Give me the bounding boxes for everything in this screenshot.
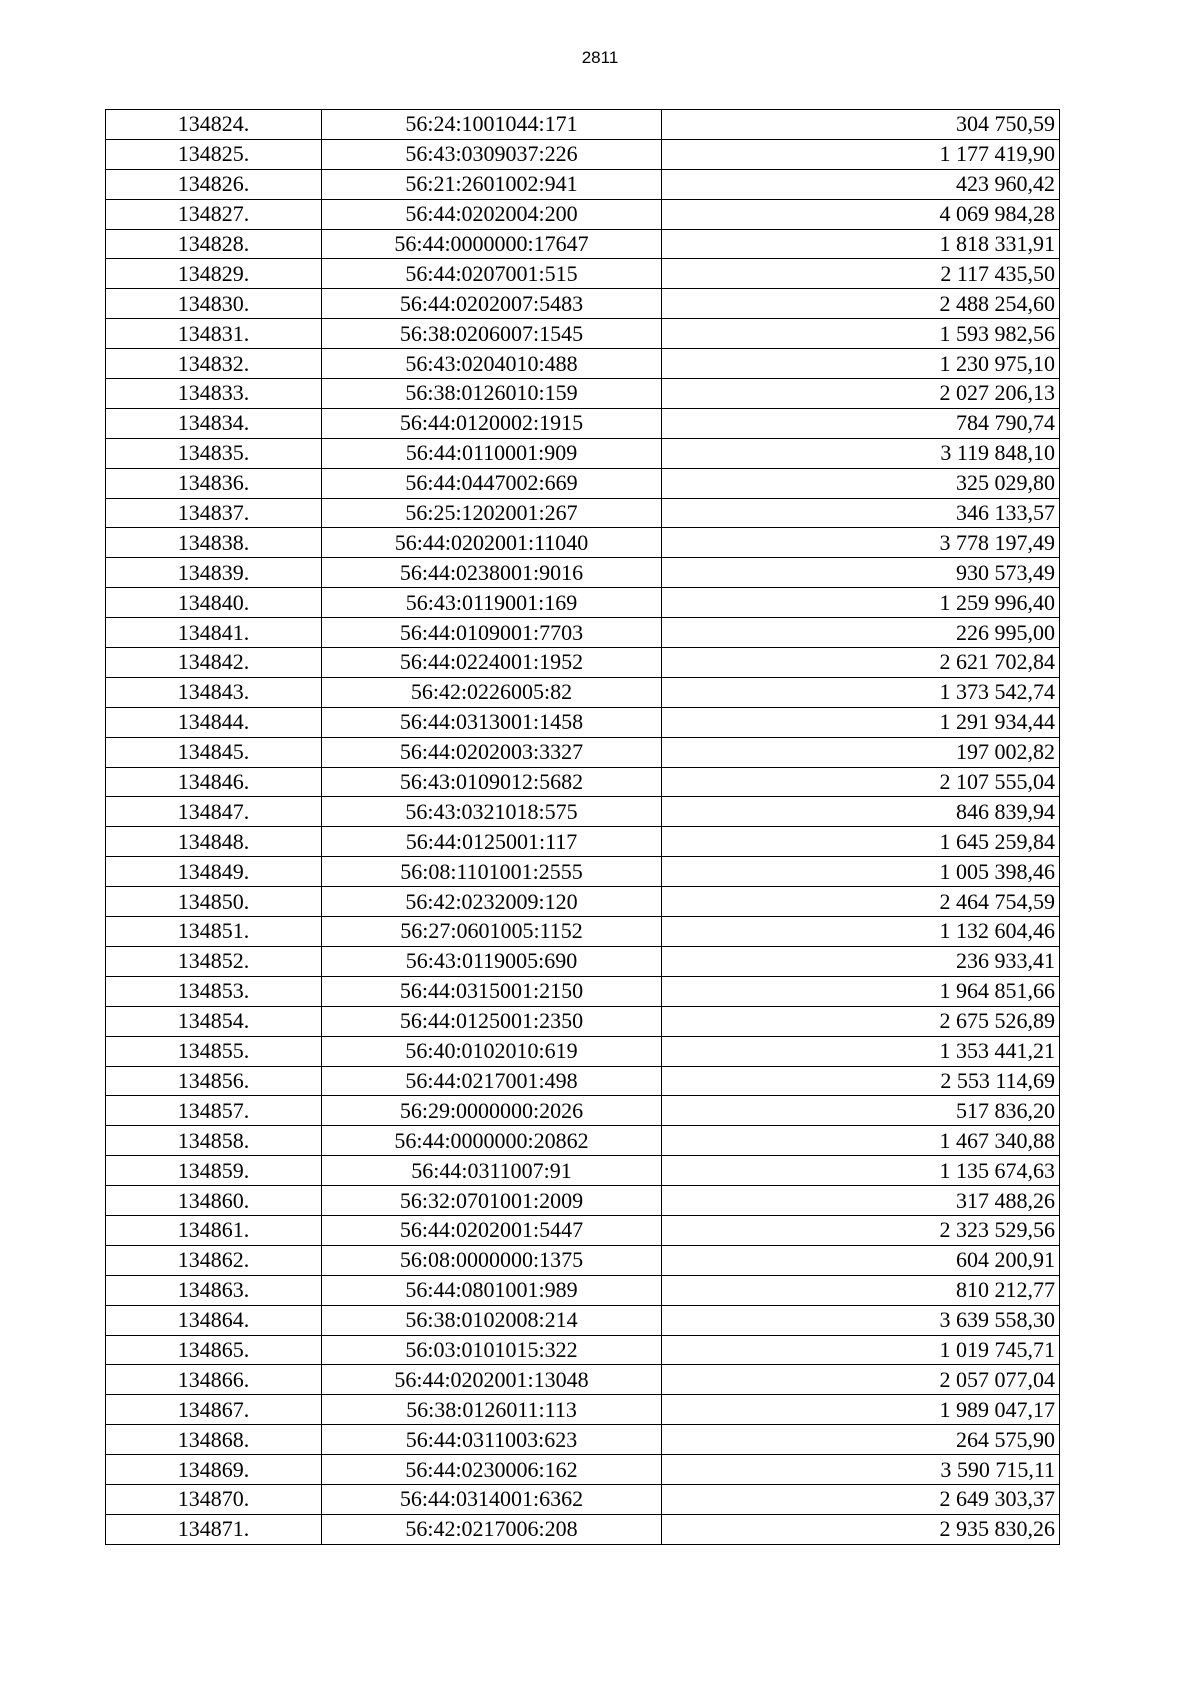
row-number-cell: 134857. bbox=[106, 1096, 322, 1126]
row-number-cell: 134867. bbox=[106, 1395, 322, 1425]
value-cell: 325 029,80 bbox=[662, 468, 1060, 498]
cadastral-number-cell: 56:38:0102008:214 bbox=[322, 1305, 662, 1335]
value-cell: 346 133,57 bbox=[662, 498, 1060, 528]
value-cell: 784 790,74 bbox=[662, 408, 1060, 438]
value-cell: 2 488 254,60 bbox=[662, 289, 1060, 319]
registry-table bbox=[105, 109, 1060, 1545]
table-row bbox=[106, 1215, 1060, 1245]
cadastral-number-cell: 56:44:0311007:91 bbox=[322, 1156, 662, 1186]
cadastral-number-cell: 56:44:0202001:5447 bbox=[322, 1215, 662, 1245]
cadastral-number-cell: 56:44:0120002:1915 bbox=[322, 408, 662, 438]
value-cell: 2 621 702,84 bbox=[662, 648, 1060, 678]
cadastral-number-cell: 56:43:0119001:169 bbox=[322, 588, 662, 618]
row-number-cell: 134869. bbox=[106, 1455, 322, 1485]
value-cell: 197 002,82 bbox=[662, 737, 1060, 767]
row-number-cell: 134849. bbox=[106, 857, 322, 887]
row-number-cell: 134841. bbox=[106, 618, 322, 648]
cadastral-number-cell: 56:43:0321018:575 bbox=[322, 797, 662, 827]
table-row bbox=[106, 946, 1060, 976]
cadastral-number-cell: 56:42:0226005:82 bbox=[322, 677, 662, 707]
row-number-cell: 134828. bbox=[106, 229, 322, 259]
cadastral-number-cell: 56:44:0207001:515 bbox=[322, 259, 662, 289]
value-cell: 1 989 047,17 bbox=[662, 1395, 1060, 1425]
table-row bbox=[106, 648, 1060, 678]
row-number-cell: 134833. bbox=[106, 379, 322, 409]
cadastral-number-cell: 56:44:0230006:162 bbox=[322, 1455, 662, 1485]
value-cell: 226 995,00 bbox=[662, 618, 1060, 648]
table-row bbox=[106, 1126, 1060, 1156]
value-cell: 236 933,41 bbox=[662, 946, 1060, 976]
row-number-cell: 134870. bbox=[106, 1484, 322, 1514]
table-row bbox=[106, 618, 1060, 648]
table-row bbox=[106, 498, 1060, 528]
cadastral-number-cell: 56:44:0801001:989 bbox=[322, 1275, 662, 1305]
row-number-cell: 134840. bbox=[106, 588, 322, 618]
row-number-cell: 134851. bbox=[106, 917, 322, 947]
table-row bbox=[106, 379, 1060, 409]
cadastral-number-cell: 56:43:0109012:5682 bbox=[322, 767, 662, 797]
value-cell: 2 935 830,26 bbox=[662, 1514, 1060, 1544]
cadastral-number-cell: 56:44:0447002:669 bbox=[322, 468, 662, 498]
value-cell: 2 649 303,37 bbox=[662, 1484, 1060, 1514]
table-row bbox=[106, 1335, 1060, 1365]
cadastral-number-cell: 56:08:0000000:1375 bbox=[322, 1245, 662, 1275]
row-number-cell: 134835. bbox=[106, 438, 322, 468]
table-row bbox=[106, 887, 1060, 917]
value-cell: 1 019 745,71 bbox=[662, 1335, 1060, 1365]
cadastral-number-cell: 56:42:0232009:120 bbox=[322, 887, 662, 917]
row-number-cell: 134847. bbox=[106, 797, 322, 827]
cadastral-number-cell: 56:43:0119005:690 bbox=[322, 946, 662, 976]
table-row bbox=[106, 677, 1060, 707]
cadastral-number-cell: 56:43:0309037:226 bbox=[322, 139, 662, 169]
table-row bbox=[106, 169, 1060, 199]
row-number-cell: 134856. bbox=[106, 1066, 322, 1096]
value-cell: 1 259 996,40 bbox=[662, 588, 1060, 618]
table-row bbox=[106, 110, 1060, 140]
value-cell: 1 353 441,21 bbox=[662, 1036, 1060, 1066]
row-number-cell: 134844. bbox=[106, 707, 322, 737]
cadastral-number-cell: 56:44:0202001:13048 bbox=[322, 1365, 662, 1395]
table-row bbox=[106, 558, 1060, 588]
cadastral-number-cell: 56:44:0315001:2150 bbox=[322, 976, 662, 1006]
table-row bbox=[106, 588, 1060, 618]
table-row bbox=[106, 438, 1060, 468]
value-cell: 3 639 558,30 bbox=[662, 1305, 1060, 1335]
value-cell: 2 117 435,50 bbox=[662, 259, 1060, 289]
cadastral-number-cell: 56:44:0224001:1952 bbox=[322, 648, 662, 678]
cadastral-number-cell: 56:44:0202004:200 bbox=[322, 199, 662, 229]
cadastral-number-cell: 56:44:0313001:1458 bbox=[322, 707, 662, 737]
value-cell: 2 107 555,04 bbox=[662, 767, 1060, 797]
value-cell: 930 573,49 bbox=[662, 558, 1060, 588]
table-row bbox=[106, 528, 1060, 558]
cadastral-number-cell: 56:29:0000000:2026 bbox=[322, 1096, 662, 1126]
value-cell: 1 373 542,74 bbox=[662, 677, 1060, 707]
row-number-cell: 134864. bbox=[106, 1305, 322, 1335]
cadastral-number-cell: 56:38:0126011:113 bbox=[322, 1395, 662, 1425]
row-number-cell: 134826. bbox=[106, 169, 322, 199]
value-cell: 1 177 419,90 bbox=[662, 139, 1060, 169]
page-number: 2811 bbox=[581, 48, 619, 67]
table-row bbox=[106, 1305, 1060, 1335]
row-number-cell: 134850. bbox=[106, 887, 322, 917]
row-number-cell: 134830. bbox=[106, 289, 322, 319]
table-row bbox=[106, 199, 1060, 229]
value-cell: 604 200,91 bbox=[662, 1245, 1060, 1275]
cadastral-number-cell: 56:27:0601005:1152 bbox=[322, 917, 662, 947]
row-number-cell: 134838. bbox=[106, 528, 322, 558]
row-number-cell: 134855. bbox=[106, 1036, 322, 1066]
value-cell: 3 778 197,49 bbox=[662, 528, 1060, 558]
table-row bbox=[106, 1096, 1060, 1126]
value-cell: 304 750,59 bbox=[662, 110, 1060, 140]
table-row bbox=[106, 1365, 1060, 1395]
table-row bbox=[106, 1156, 1060, 1186]
cadastral-number-cell: 56:03:0101015:322 bbox=[322, 1335, 662, 1365]
table-row bbox=[106, 1425, 1060, 1455]
table-row bbox=[106, 1514, 1060, 1544]
cadastral-number-cell: 56:44:0000000:20862 bbox=[322, 1126, 662, 1156]
row-number-cell: 134837. bbox=[106, 498, 322, 528]
table-row bbox=[106, 1036, 1060, 1066]
cadastral-number-cell: 56:44:0110001:909 bbox=[322, 438, 662, 468]
value-cell: 1 964 851,66 bbox=[662, 976, 1060, 1006]
cadastral-number-cell: 56:44:0109001:7703 bbox=[322, 618, 662, 648]
table-row bbox=[106, 1245, 1060, 1275]
table-row bbox=[106, 349, 1060, 379]
value-cell: 1 005 398,46 bbox=[662, 857, 1060, 887]
cadastral-number-cell: 56:25:1202001:267 bbox=[322, 498, 662, 528]
cadastral-number-cell: 56:44:0238001:9016 bbox=[322, 558, 662, 588]
value-cell: 2 057 077,04 bbox=[662, 1365, 1060, 1395]
table-row bbox=[106, 767, 1060, 797]
cadastral-number-cell: 56:21:2601002:941 bbox=[322, 169, 662, 199]
table-row bbox=[106, 259, 1060, 289]
row-number-cell: 134832. bbox=[106, 349, 322, 379]
cadastral-number-cell: 56:44:0125001:117 bbox=[322, 827, 662, 857]
value-cell: 2 027 206,13 bbox=[662, 379, 1060, 409]
table-row bbox=[106, 229, 1060, 259]
cadastral-number-cell: 56:08:1101001:2555 bbox=[322, 857, 662, 887]
row-number-cell: 134860. bbox=[106, 1186, 322, 1216]
value-cell: 3 590 715,11 bbox=[662, 1455, 1060, 1485]
cadastral-number-cell: 56:24:1001044:171 bbox=[322, 110, 662, 140]
value-cell: 517 836,20 bbox=[662, 1096, 1060, 1126]
value-cell: 1 135 674,63 bbox=[662, 1156, 1060, 1186]
table-row bbox=[106, 1395, 1060, 1425]
row-number-cell: 134871. bbox=[106, 1514, 322, 1544]
table-row bbox=[106, 1484, 1060, 1514]
value-cell: 1 132 604,46 bbox=[662, 917, 1060, 947]
registry-table-body bbox=[106, 110, 1060, 1545]
row-number-cell: 134842. bbox=[106, 648, 322, 678]
table-row bbox=[106, 976, 1060, 1006]
row-number-cell: 134839. bbox=[106, 558, 322, 588]
row-number-cell: 134862. bbox=[106, 1245, 322, 1275]
cadastral-number-cell: 56:38:0126010:159 bbox=[322, 379, 662, 409]
value-cell: 1 645 259,84 bbox=[662, 827, 1060, 857]
value-cell: 3 119 848,10 bbox=[662, 438, 1060, 468]
row-number-cell: 134829. bbox=[106, 259, 322, 289]
row-number-cell: 134824. bbox=[106, 110, 322, 140]
table-row bbox=[106, 1006, 1060, 1036]
value-cell: 264 575,90 bbox=[662, 1425, 1060, 1455]
table-row bbox=[106, 917, 1060, 947]
cadastral-number-cell: 56:43:0204010:488 bbox=[322, 349, 662, 379]
row-number-cell: 134865. bbox=[106, 1335, 322, 1365]
value-cell: 810 212,77 bbox=[662, 1275, 1060, 1305]
value-cell: 2 323 529,56 bbox=[662, 1215, 1060, 1245]
table-row bbox=[106, 707, 1060, 737]
row-number-cell: 134848. bbox=[106, 827, 322, 857]
row-number-cell: 134825. bbox=[106, 139, 322, 169]
cadastral-number-cell: 56:44:0202001:11040 bbox=[322, 528, 662, 558]
value-cell: 2 464 754,59 bbox=[662, 887, 1060, 917]
row-number-cell: 134845. bbox=[106, 737, 322, 767]
table-row bbox=[106, 289, 1060, 319]
value-cell: 1 593 982,56 bbox=[662, 319, 1060, 349]
row-number-cell: 134854. bbox=[106, 1006, 322, 1036]
table-row bbox=[106, 1066, 1060, 1096]
value-cell: 423 960,42 bbox=[662, 169, 1060, 199]
cadastral-number-cell: 56:44:0125001:2350 bbox=[322, 1006, 662, 1036]
table-row bbox=[106, 857, 1060, 887]
row-number-cell: 134853. bbox=[106, 976, 322, 1006]
table-row bbox=[106, 797, 1060, 827]
value-cell: 1 230 975,10 bbox=[662, 349, 1060, 379]
cadastral-number-cell: 56:44:0000000:17647 bbox=[322, 229, 662, 259]
value-cell: 4 069 984,28 bbox=[662, 199, 1060, 229]
row-number-cell: 134858. bbox=[106, 1126, 322, 1156]
cadastral-number-cell: 56:40:0102010:619 bbox=[322, 1036, 662, 1066]
row-number-cell: 134859. bbox=[106, 1156, 322, 1186]
value-cell: 1 818 331,91 bbox=[662, 229, 1060, 259]
cadastral-number-cell: 56:38:0206007:1545 bbox=[322, 319, 662, 349]
value-cell: 2 675 526,89 bbox=[662, 1006, 1060, 1036]
table-row bbox=[106, 1455, 1060, 1485]
cadastral-number-cell: 56:42:0217006:208 bbox=[322, 1514, 662, 1544]
value-cell: 2 553 114,69 bbox=[662, 1066, 1060, 1096]
value-cell: 1 467 340,88 bbox=[662, 1126, 1060, 1156]
row-number-cell: 134831. bbox=[106, 319, 322, 349]
cadastral-number-cell: 56:32:0701001:2009 bbox=[322, 1186, 662, 1216]
cadastral-number-cell: 56:44:0311003:623 bbox=[322, 1425, 662, 1455]
table-row bbox=[106, 468, 1060, 498]
table-row bbox=[106, 827, 1060, 857]
row-number-cell: 134827. bbox=[106, 199, 322, 229]
row-number-cell: 134846. bbox=[106, 767, 322, 797]
table-row bbox=[106, 1275, 1060, 1305]
row-number-cell: 134868. bbox=[106, 1425, 322, 1455]
row-number-cell: 134861. bbox=[106, 1215, 322, 1245]
table-row bbox=[106, 737, 1060, 767]
table-row bbox=[106, 139, 1060, 169]
row-number-cell: 134843. bbox=[106, 677, 322, 707]
value-cell: 846 839,94 bbox=[662, 797, 1060, 827]
row-number-cell: 134866. bbox=[106, 1365, 322, 1395]
row-number-cell: 134863. bbox=[106, 1275, 322, 1305]
cadastral-number-cell: 56:44:0202007:5483 bbox=[322, 289, 662, 319]
table-row bbox=[106, 408, 1060, 438]
row-number-cell: 134836. bbox=[106, 468, 322, 498]
cadastral-number-cell: 56:44:0217001:498 bbox=[322, 1066, 662, 1096]
cadastral-number-cell: 56:44:0202003:3327 bbox=[322, 737, 662, 767]
cadastral-number-cell: 56:44:0314001:6362 bbox=[322, 1484, 662, 1514]
value-cell: 1 291 934,44 bbox=[662, 707, 1060, 737]
row-number-cell: 134834. bbox=[106, 408, 322, 438]
table-row bbox=[106, 319, 1060, 349]
table-row bbox=[106, 1186, 1060, 1216]
value-cell: 317 488,26 bbox=[662, 1186, 1060, 1216]
row-number-cell: 134852. bbox=[106, 946, 322, 976]
